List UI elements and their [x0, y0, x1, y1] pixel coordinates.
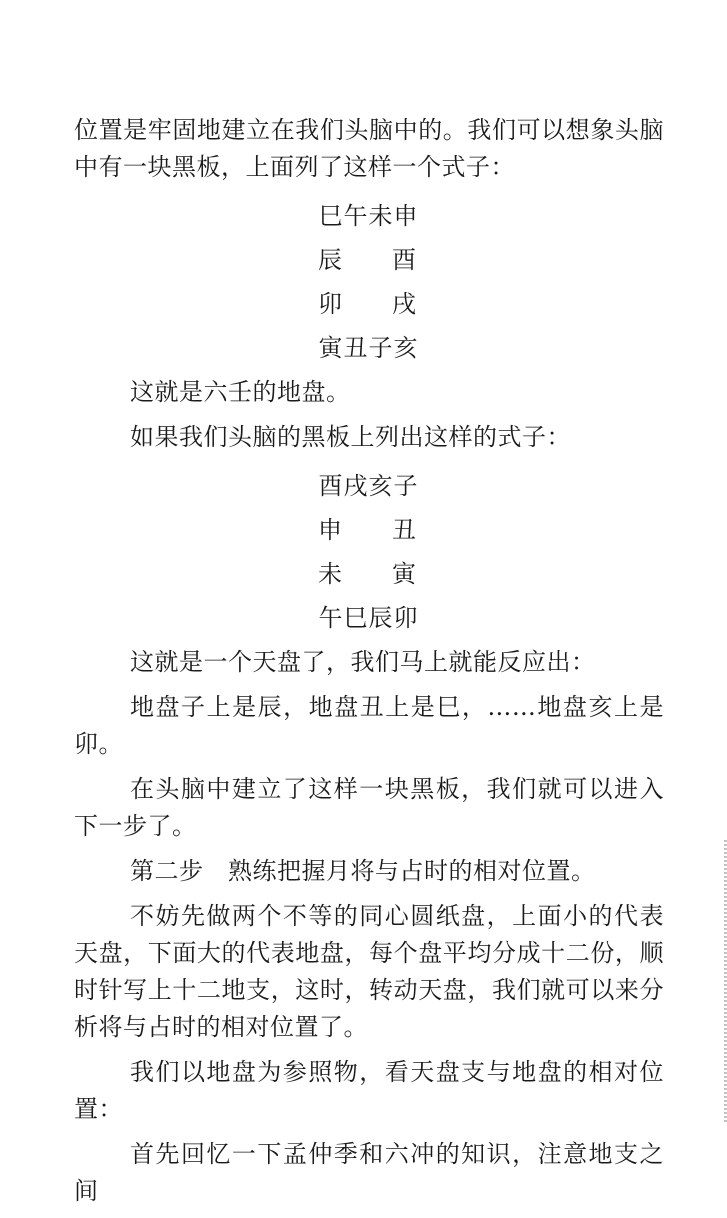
earth-plate-cell: 亥	[393, 334, 418, 362]
heaven-plate-row-2	[318, 508, 418, 552]
heaven-plate-cell: 申	[318, 516, 342, 544]
earth-plate-cell: 寅	[318, 334, 343, 362]
heaven-plate-cell: 未	[318, 560, 342, 588]
earth-plate-cell: 戌	[392, 290, 416, 318]
heading-step-two: 第二步 熟练把握月将与占时的相对位置。	[130, 857, 596, 885]
earth-plate-bottom-row	[318, 326, 418, 370]
paragraph-blackboard: 在头脑中建立了这样一块黑板，我们就可以进入下一步了。	[74, 775, 664, 840]
earth-plate-cell: 子	[368, 334, 393, 362]
paragraph-intro: 位置是牢固地建立在我们头脑中的。我们可以想象头脑中有一块黑板，上面列了这样一个式子：	[74, 116, 664, 181]
heaven-plate-cell: 子	[393, 472, 418, 500]
earth-plate-row-2	[318, 238, 418, 282]
heaven-plate-bottom-row	[318, 596, 418, 640]
heaven-plate-row-3	[318, 552, 418, 596]
paragraph-recall: 首先回忆一下孟仲季和六冲的知识，注意地支之间	[74, 1140, 664, 1205]
heaven-plate-cell: 亥	[368, 472, 393, 500]
heaven-plate-top-row	[318, 464, 418, 508]
page-body	[74, 112, 664, 1218]
paragraph-mapping: 地盘子上是辰，地盘丑上是巳，……地盘亥上是卯。	[74, 693, 664, 758]
earth-plate-cell: 午	[343, 202, 368, 230]
heaven-plate-cell: 酉	[318, 472, 343, 500]
paragraph-heaven-intro: 如果我们头脑的黑板上列出这样的式子：	[130, 423, 571, 451]
earth-plate-cell: 卯	[318, 290, 342, 318]
paragraph-reference: 我们以地盘为参照物，看天盘支与地盘的相对位置：	[74, 1058, 664, 1123]
earth-plate-cell: 未	[368, 202, 393, 230]
earth-plate-cell: 巳	[318, 202, 343, 230]
heaven-plate-cell: 丑	[392, 516, 416, 544]
heaven-plate-cell: 辰	[368, 604, 393, 632]
heaven-plate-cell: 卯	[393, 604, 418, 632]
heaven-plate-cell: 戌	[343, 472, 368, 500]
heaven-plate-cell: 午	[318, 604, 343, 632]
heaven-plate-cell: 寅	[392, 560, 416, 588]
earth-plate-diagram	[318, 194, 418, 370]
paragraph-heaven-caption: 这就是一个天盘了，我们马上就能反应出：	[130, 648, 596, 676]
heaven-plate-cell: 巳	[343, 604, 368, 632]
earth-plate-cell: 辰	[318, 246, 342, 274]
earth-plate-row-3	[318, 282, 418, 326]
paragraph-earth-caption: 这就是六壬的地盘。	[130, 378, 351, 406]
earth-plate-top-row	[318, 194, 418, 238]
earth-plate-cell: 申	[393, 202, 418, 230]
earth-plate-cell: 酉	[392, 246, 416, 274]
paragraph-disk: 不妨先做两个不等的同心圆纸盘，上面小的代表天盘，下面大的代表地盘，每个盘平均分成十二份，顺时针写上十二地支，这时，转动天盘，我们就可以来分析将与占时的相对位置了。	[74, 902, 664, 1041]
earth-plate-cell: 丑	[343, 334, 368, 362]
heaven-plate-diagram	[318, 464, 418, 640]
